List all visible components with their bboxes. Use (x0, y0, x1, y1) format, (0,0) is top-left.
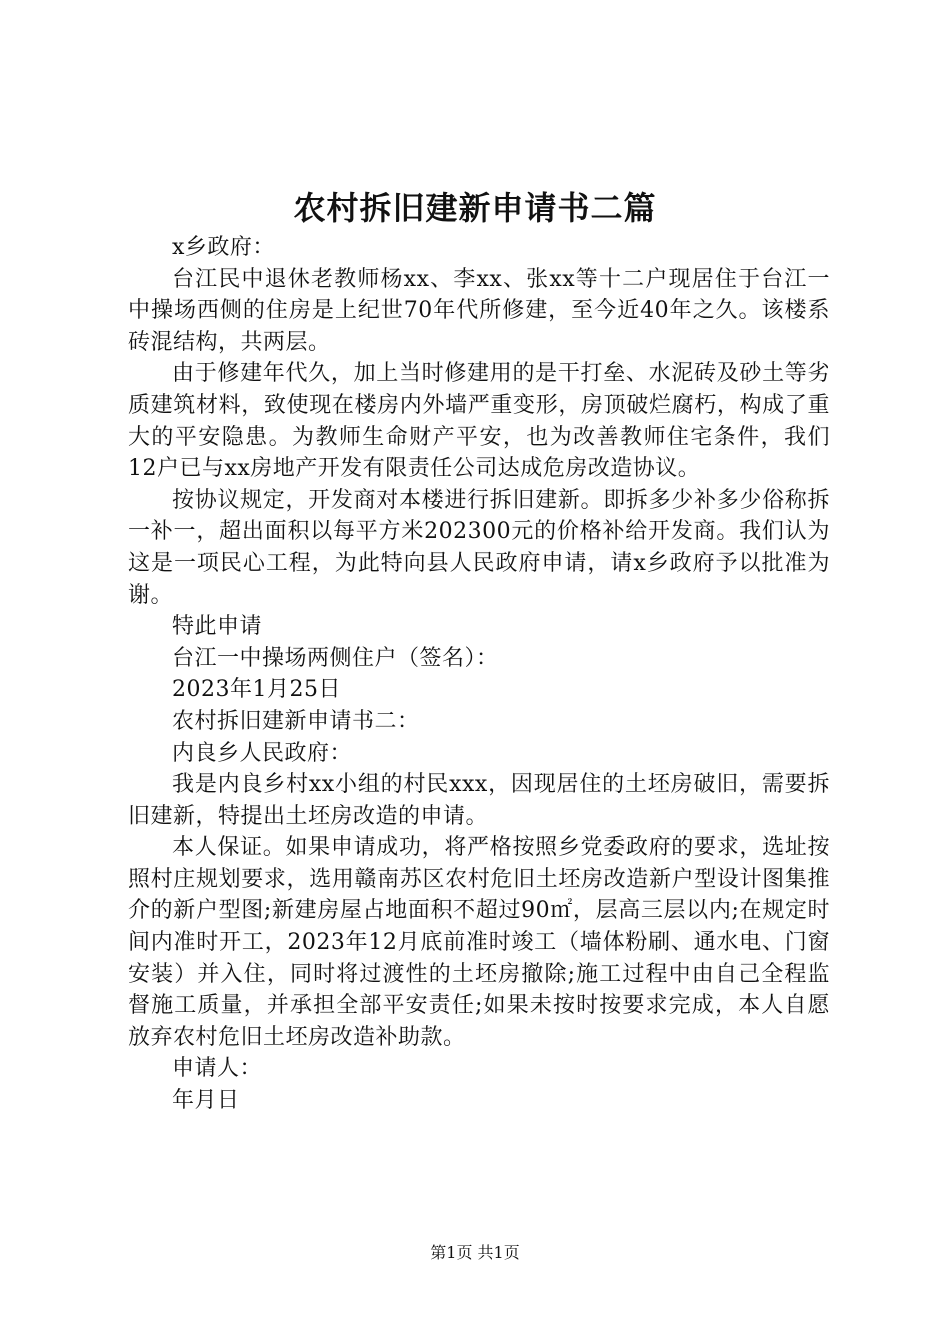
salutation: x乡政府： (172, 235, 275, 260)
paragraph: 台江民中退休老教师杨xx、李xx、张xx等十二户现居住于台江一中操场西侧的住房是上纪世70年代所修建，至今近40年之久。该楼系砖混结构，共两层。 (128, 266, 830, 355)
signature-line: 台江一中操场两侧住户（签名）： (172, 645, 499, 671)
paragraph: 由于修建年代久，加上当时修建用的是干打垒、水泥砖及砂土等劣质建筑材料，致使现在楼房内外墙严重变形，房顶破烂腐朽，构成了重大的平安隐患。为教师生命财产平安，也为改善教师住宅条件，我们12户已与xx房地产开发有限责任公司达成危房改造协议。 (128, 361, 830, 482)
paragraph: 我是内良乡村xx小组的村民xxx，因现居住的土坯房破旧，需要拆旧建新，特提出土坯房改造的申请。 (128, 772, 830, 829)
date-line: 2023年1月25日 (172, 677, 341, 703)
applicant-line: 申请人： (172, 1056, 263, 1082)
paragraph: 本人保证。如果申请成功，将严格按照乡党委政府的要求，选址按照村庄规划要求，选用赣南苏区农村危旧土坯房改造新户型设计图集推介的新户型图;新建房屋占地面积不超过90㎡，层高三层以内;在规定时间内准时开工，2023年12月底前准时竣工（墙体粉刷、通水电、门窗安装）并入住，同时将过渡性的土坯房撤除;施工过程中由自己全程监督施工质量，并承担全部平安责任;如果未按时按要求完成，本人自愿放弃农村危旧土坯房改造补助款。 (128, 835, 830, 1050)
closing-line: 特此申请 (172, 614, 263, 640)
document-title: 农村拆旧建新申请书二篇 (293, 189, 657, 227)
document-body (128, 232, 830, 1117)
paragraph: 按协议规定，开发商对本楼进行拆旧建新。即拆多少补多少俗称拆一补一，超出面积以每平方米202300元的价格补给开发商。我们认为这是一项民心工程，为此特向县人民政府申请，请x乡政府予以批准为谢。 (128, 487, 830, 608)
salutation: 内良乡人民政府： (172, 740, 353, 766)
section-heading: 农村拆旧建新申请书二： (172, 708, 420, 734)
page-footer: 第1页 共1页 (430, 1243, 520, 1262)
date-line: 年月日 (172, 1088, 240, 1114)
